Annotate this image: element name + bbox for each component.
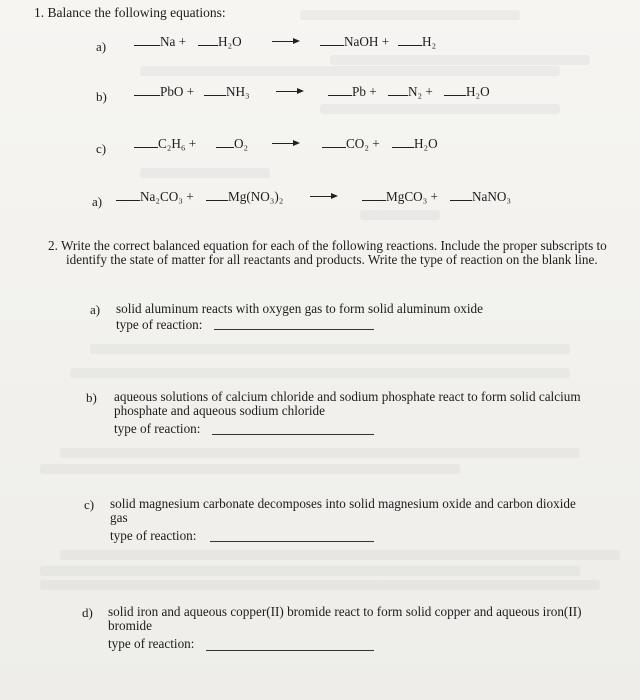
reactant-2: Mg(NO₃)₂ [228,189,284,204]
product-1: CO₂ + [346,136,380,151]
reactant-2: H₂O [218,34,242,49]
question-1-title: 1. Balance the following equations: [34,5,226,20]
type-of-reaction-b-blank[interactable] [212,434,374,435]
reactant-2: O₂ [234,136,249,151]
reaction-arrow [272,143,298,144]
reaction-arrow [272,41,298,42]
item-label: d) [82,605,93,620]
type-of-reaction-a-blank[interactable] [214,329,374,330]
item-label: c) [84,497,95,512]
type-of-reaction-label: type of reaction: [108,636,195,651]
product-2: H₂ [422,34,437,49]
reaction-arrow [276,91,302,92]
equation-label: b) [96,89,107,104]
reaction-description-a: solid aluminum reacts with oxygen gas to form solid aluminum oxide [116,301,484,316]
type-of-reaction-d-blank[interactable] [206,650,374,651]
product-1: NaOH + [344,34,390,49]
product-2: H₂O [414,136,438,151]
equation-label: c) [96,141,107,156]
product-3: H₂O [466,84,490,99]
type-of-reaction-c-blank[interactable] [210,541,374,542]
product-2: N₂ + [408,84,433,99]
type-of-reaction-label: type of reaction: [110,528,197,543]
item-label: a) [90,302,101,317]
reaction-description-c: solid magnesium carbonate decomposes into solid magnesium oxide and carbon dioxide gas [110,496,576,525]
reactant-1: C₂H₆ + [158,136,197,151]
reactant-1: Na + [160,34,187,49]
reactant-1: Na₂CO₃ + [140,189,194,204]
reaction-description-d: solid iron and aqueous copper(II) bromide react to form solid copper and aqueous iron(II) bromide [108,604,582,633]
reaction-arrow [310,196,336,197]
reactant-2: NH₃ [226,84,250,99]
type-of-reaction-label: type of reaction: [114,421,201,436]
reactant-1: PbO + [160,84,195,99]
reaction-description-b: aqueous solutions of calcium chloride and sodium phosphate react to form solid calcium phosphate and aqueous sodium chloride [114,389,581,418]
question-2-title: 2. Write the correct balanced equation for each of the following reactions. Include the proper subscripts to identify the state of matter for all reactants and products. Write the type of reaction on the blank line. [48,238,607,267]
product-1: Pb + [352,84,377,99]
equation-label: a) [92,194,103,209]
product-2: NaNO₃ [472,189,512,204]
equation-label: a) [96,39,107,54]
product-1: MgCO₃ + [386,189,438,204]
type-of-reaction-label: type of reaction: [116,317,203,332]
item-label: b) [86,390,97,405]
